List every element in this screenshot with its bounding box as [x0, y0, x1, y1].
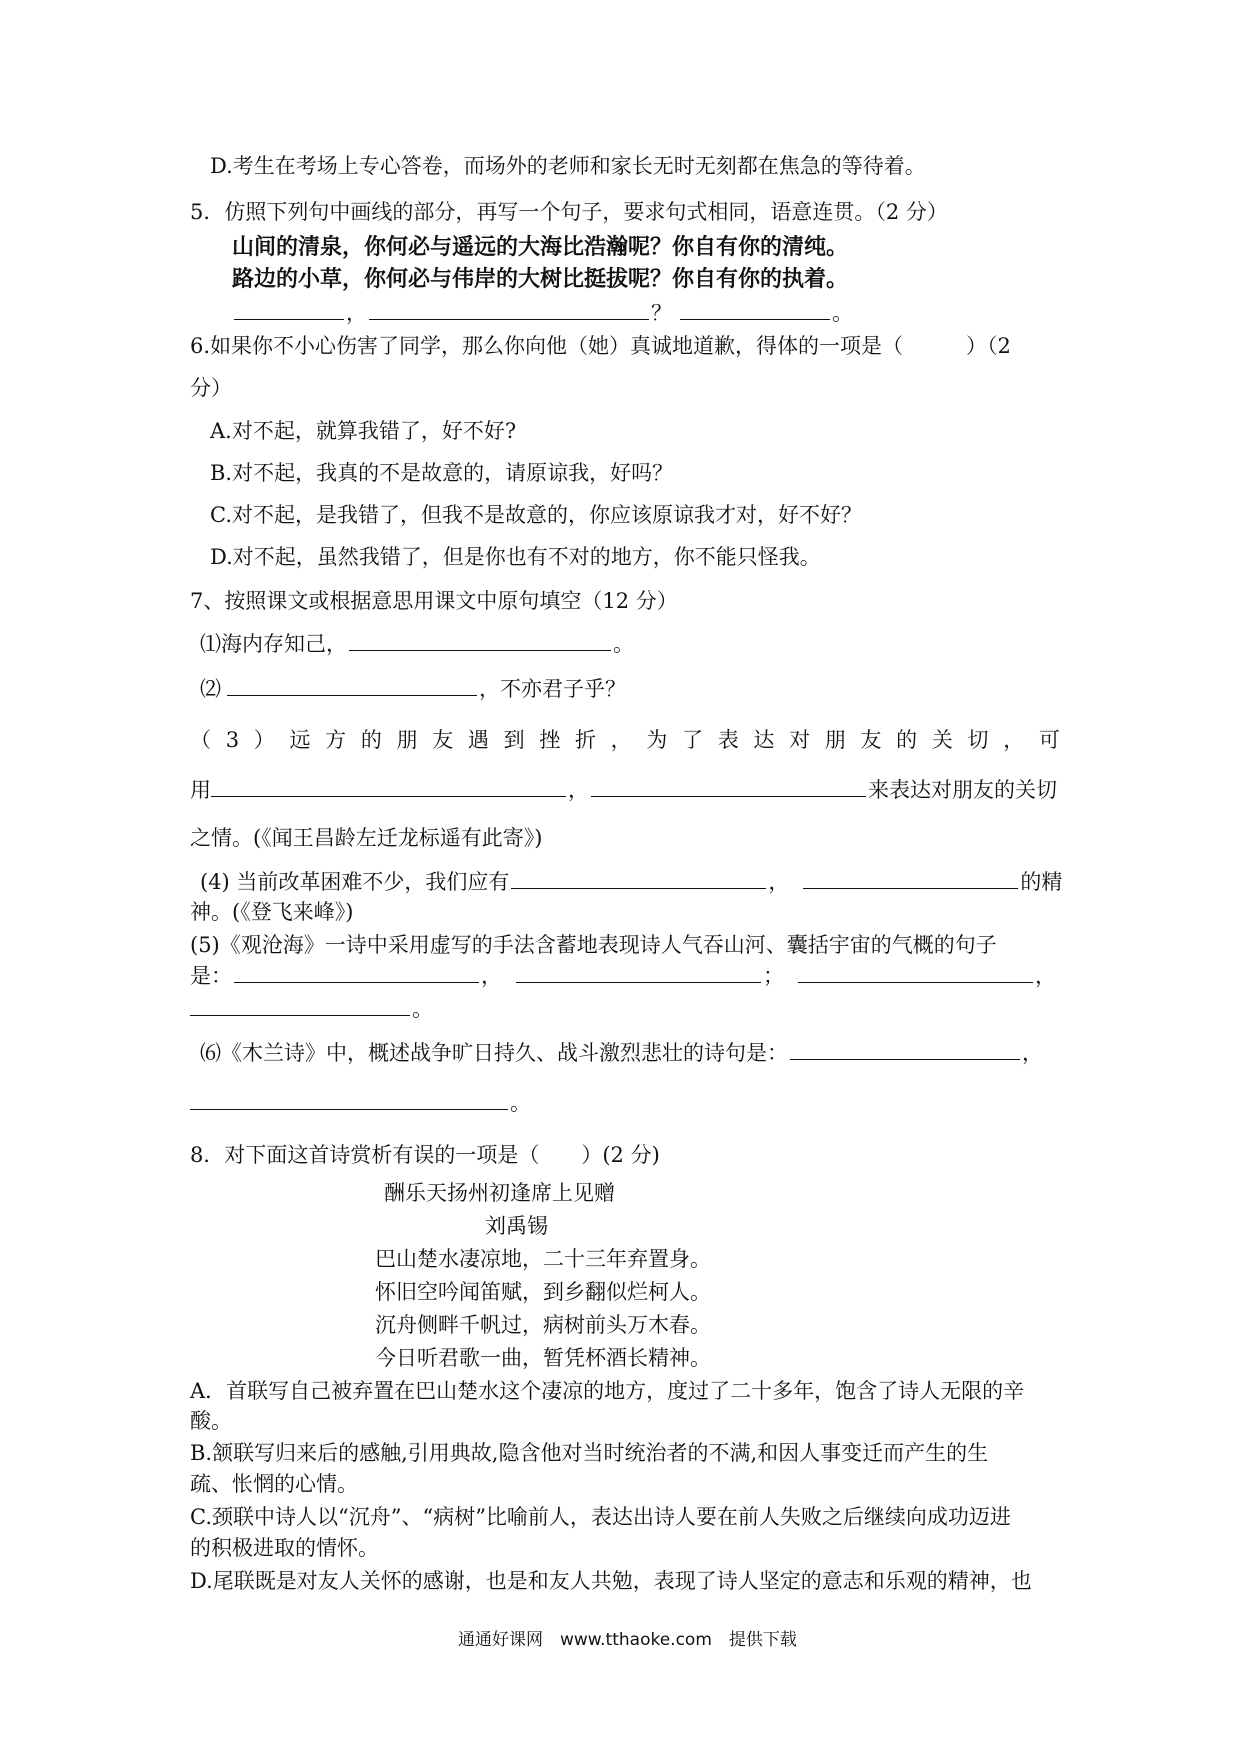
q6-stem-cont: 分）: [190, 376, 232, 400]
q7-item-3-char: 到: [503, 728, 525, 752]
q7-item-6-blank-1[interactable]: [790, 1041, 1020, 1060]
q8-option-c-line-2: 的积极进取的情怀。: [190, 1536, 379, 1560]
q7-item-2-blank[interactable]: [227, 677, 477, 696]
q7-item-3-char: 的: [360, 728, 382, 752]
q4-option-d: D.考生在考场上专心答卷，而场外的老师和家长无时无刻都在焦急的等待着。: [210, 154, 926, 178]
q7-item-3-comma: ，: [568, 778, 589, 802]
q7-item-3-line-3: 之情。(《闻王昌龄左迁龙标遥有此寄》): [190, 826, 543, 850]
q6-option-c: C.对不起，是我错了，但我不是故意的，你应该原谅我才对，好不好？: [210, 503, 862, 527]
q5-stem: 5．仿照下列句中画线的部分，再写一个句子，要求句式相同，语意连贯。（2 分）: [190, 200, 948, 224]
q7-item-5-line-3: [190, 996, 433, 1022]
q7-item-3-char: （: [190, 728, 211, 752]
q6-option-b: B.对不起，我真的不是故意的，请原谅我，好吗？: [210, 461, 674, 485]
q7-item-3-char: ，: [1003, 728, 1025, 752]
q7-item-4-blank-2[interactable]: [803, 870, 1018, 889]
q7-item-3-line-1: [190, 727, 1060, 753]
q5-example-line-2: 路边的小草，你何必与伟岸的大树比挺拔呢？你自有你的执着。: [232, 267, 849, 292]
poem-line-3: 沉舟侧畔千帆过，病树前头万木春。: [375, 1313, 711, 1337]
poem-line-2: 怀旧空吟闻笛赋，到乡翻似烂柯人。: [375, 1280, 711, 1304]
q7-item-2: [200, 676, 626, 702]
q7-item-3-char: 朋: [396, 728, 418, 752]
q7-item-3-char: 远: [289, 728, 311, 752]
q7-item-3-char: 折: [574, 728, 596, 752]
q8-option-c-line-1: C.颈联中诗人以“沉舟”、“病树”比喻前人，表达出诗人要在前人失败之后继续向成功迈进: [190, 1505, 1011, 1529]
q7-item-3-char: 关: [931, 728, 953, 752]
q7-item-3-line-2: [190, 777, 1057, 803]
q7-item-3-char: 方: [325, 728, 347, 752]
q7-item-4-blank-1[interactable]: [511, 870, 766, 889]
q7-item-6-text: ⑹《木兰诗》中，概述战争旷日持久、战斗激烈悲壮的诗句是：: [200, 1041, 788, 1065]
q7-item-5-end: 。: [412, 997, 433, 1021]
q7-item-3-char: ，: [610, 728, 632, 752]
q7-item-4: [200, 869, 1062, 895]
q7-item-3-char: 友: [860, 728, 882, 752]
q7-item-6-end: 。: [510, 1091, 531, 1115]
q7-item-3-char: 表: [717, 728, 739, 752]
q5-comma: ，: [346, 301, 367, 325]
poem-title: 酬乐天扬州初逢席上见赠: [384, 1181, 615, 1205]
q7-item-6-blank-2[interactable]: [190, 1091, 508, 1110]
q5-blank-2[interactable]: [369, 301, 649, 320]
q7-item-4-text: (4) 当前改革困难不少，我们应有: [200, 870, 510, 894]
q7-item-3-char: ）: [253, 728, 275, 752]
q7-item-3-prefix: 用: [190, 778, 211, 802]
q7-item-5-line-1: (5)《观沧海》一诗中采用虚写的手法含蓄地表现诗人气吞山河、囊括宇宙的气概的句子: [190, 933, 997, 957]
q6-option-a: A.对不起，就算我错了，好不好?: [210, 419, 517, 443]
q7-item-5-blank-3[interactable]: [798, 964, 1033, 983]
q7-item-5-blank-2[interactable]: [516, 964, 761, 983]
q5-example-line-1: 山间的清泉，你何必与遥远的大海比浩瀚呢？你自有你的清纯。: [232, 235, 849, 260]
q7-item-1-text: ⑴海内存知己，: [200, 632, 347, 656]
q6-option-d: D.对不起，虽然我错了，但是你也有不对的地方，你不能只怪我。: [210, 545, 821, 569]
q7-item-2-num: ⑵: [200, 677, 221, 701]
q5-blank-1[interactable]: [234, 301, 344, 320]
q7-item-6: [200, 1040, 1043, 1066]
q7-item-5-semicolon: ；: [763, 964, 784, 988]
q7-item-5-blank-4[interactable]: [190, 997, 410, 1016]
q7-item-3-char: 朋: [824, 728, 846, 752]
page-footer: 通通好课网 www.tthaoke.com 提供下载: [458, 1630, 797, 1650]
q5-period: 。: [832, 301, 853, 325]
q7-item-3-char: 可: [1038, 728, 1060, 752]
q7-item-6-comma: ，: [1022, 1041, 1043, 1065]
q5-question-mark: ？: [651, 301, 672, 325]
q7-item-1-end: 。: [613, 632, 634, 656]
q7-item-5-blank-1[interactable]: [234, 964, 479, 983]
q5-blank-3[interactable]: [680, 301, 830, 320]
q7-item-3-char: 3: [225, 728, 240, 752]
q7-item-3-char: 为: [646, 728, 668, 752]
q7-item-5-comma-1: ，: [481, 964, 502, 988]
q7-item-3-char: 对: [789, 728, 811, 752]
q7-item-3-char: 达: [753, 728, 775, 752]
q7-item-1-blank[interactable]: [349, 632, 611, 651]
q6-stem: 6.如果你不小心伤害了同学，那么你向他（她）真诚地道歉，得体的一项是（ ）（2: [190, 334, 1011, 358]
q8-option-a-line-2: 酸。: [190, 1409, 232, 1433]
q7-item-5-line-2: [190, 963, 1056, 989]
q7-item-4-cont: 神。(《登飞来峰》): [190, 900, 354, 924]
q8-option-a-line-1: A．首联写自己被弃置在巴山楚水这个凄凉的地方，度过了二十多年，饱含了诗人无限的辛: [190, 1379, 1025, 1403]
q7-item-4-suffix: 的精: [1020, 870, 1063, 894]
q7-item-3-char: 遇: [467, 728, 489, 752]
poem-line-4: 今日听君歌一曲，暂凭杯酒长精神。: [375, 1346, 711, 1370]
q7-stem: 7、按照课文或根据意思用课文中原句填空（12 分）: [190, 589, 678, 613]
q7-item-3-char: 了: [682, 728, 703, 752]
q8-option-b-line-1: B.颔联写归来后的感触,引用典故,隐含他对当时统治者的不满,和因人事变迁而产生的生: [190, 1441, 989, 1465]
q7-item-3-suffix: 来表达对朋友的关切: [868, 778, 1057, 802]
q8-option-b-line-2: 疏、怅惘的心情。: [190, 1472, 358, 1496]
q7-item-3-blank-1[interactable]: [211, 778, 566, 797]
poem-author: 刘禹锡: [485, 1214, 548, 1238]
q7-item-3-char: 的: [896, 728, 918, 752]
q7-item-3-blank-2[interactable]: [591, 778, 866, 797]
q8-stem: 8．对下面这首诗赏析有误的一项是（ ）(2 分): [190, 1143, 660, 1167]
q7-item-5-prefix: 是：: [190, 964, 232, 988]
q5-answer-line: [232, 300, 853, 326]
q7-item-4-comma: ，: [768, 870, 790, 894]
q7-item-1: [200, 631, 634, 657]
q7-item-6-cont: [190, 1090, 531, 1116]
poem-line-1: 巴山楚水凄凉地，二十三年弃置身。: [375, 1247, 711, 1271]
q7-item-3-char: 友: [432, 728, 454, 752]
q7-item-3-char: 挫: [539, 728, 561, 752]
q8-option-d-line-1: D.尾联既是对友人关怀的感谢，也是和友人共勉，表现了诗人坚定的意志和乐观的精神，也: [190, 1569, 1032, 1593]
q7-item-3-char: 切: [967, 728, 989, 752]
q7-item-2-text: ，不亦君子乎？: [479, 677, 626, 701]
q7-item-5-comma-2: ，: [1035, 964, 1056, 988]
